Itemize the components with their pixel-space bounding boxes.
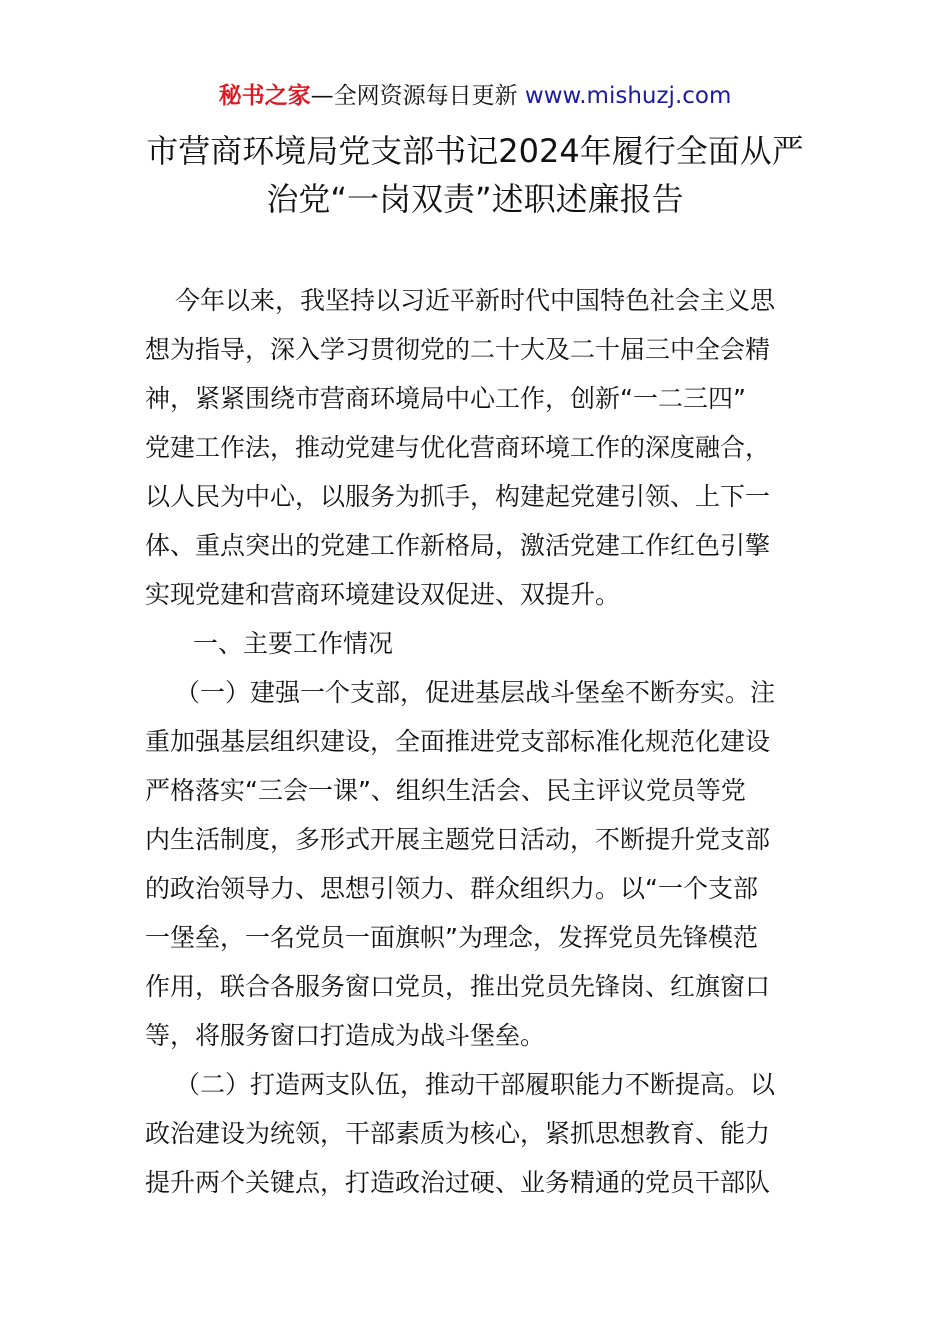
header-tagline: —全网资源每日更新 xyxy=(310,83,525,109)
document-title-line-1: 市营商环境局党支部书记2024年履行全面从严 xyxy=(146,132,804,170)
paragraph-line: 严格落实“三会一课”、组织生活会、民主评议党员等党 xyxy=(145,776,746,805)
site-header xyxy=(0,80,950,112)
paragraph-line: （二）打造两支队伍，推动干部履职能力不断提高。以 xyxy=(175,1070,776,1099)
section-heading: 一、主要工作情况 xyxy=(193,629,394,658)
paragraph-line: 提升两个关键点，打造政治过硬、业务精通的党员干部队 xyxy=(145,1168,771,1197)
paragraph-line: 一堡垒，一名党员一面旗帜”为理念，发挥党员先锋模范 xyxy=(145,923,758,952)
paragraph-line: 体、重点突出的党建工作新格局，激活党建工作红色引擎 xyxy=(145,531,771,560)
paragraph-line: 内生活制度，多形式开展主题党日活动，不断提升党支部 xyxy=(145,825,771,854)
paragraph-line: （一）建强一个支部，促进基层战斗堡垒不断夯实。注 xyxy=(175,678,776,707)
document-title-line-2: 治党“一岗双责”述职述廉报告 xyxy=(266,180,684,218)
paragraph-line: 今年以来，我坚持以习近平新时代中国特色社会主义思 xyxy=(175,286,776,315)
paragraph-line: 实现党建和营商环境建设双促进、双提升。 xyxy=(145,580,621,609)
paragraph-line: 以人民为中心，以服务为抓手，构建起党建引领、上下一 xyxy=(145,482,771,511)
document-body xyxy=(145,276,810,1207)
paragraph-line: 政治建设为统领，干部素质为核心，紧抓思想教育、能力 xyxy=(145,1119,771,1148)
site-url-link[interactable]: www.mishuzj.com xyxy=(524,83,732,109)
brand-name: 秘书之家 xyxy=(218,83,311,109)
paragraph-line: 神，紧紧围绕市营商环境局中心工作，创新“一二三四” xyxy=(145,384,746,413)
paragraph-line: 重加强基层组织建设，全面推进党支部标准化规范化建设 xyxy=(145,727,771,756)
paragraph-line: 想为指导，深入学习贯彻党的二十大及二十届三中全会精 xyxy=(145,335,771,364)
paragraph-line: 党建工作法，推动党建与优化营商环境工作的深度融合， xyxy=(145,433,771,462)
paragraph-line: 等，将服务窗口打造成为战斗堡垒。 xyxy=(145,1021,546,1050)
paragraph-line: 的政治领导力、思想引领力、群众组织力。以“一个支部 xyxy=(145,874,758,903)
paragraph-line: 作用，联合各服务窗口党员，推出党员先锋岗、红旗窗口 xyxy=(145,972,771,1001)
